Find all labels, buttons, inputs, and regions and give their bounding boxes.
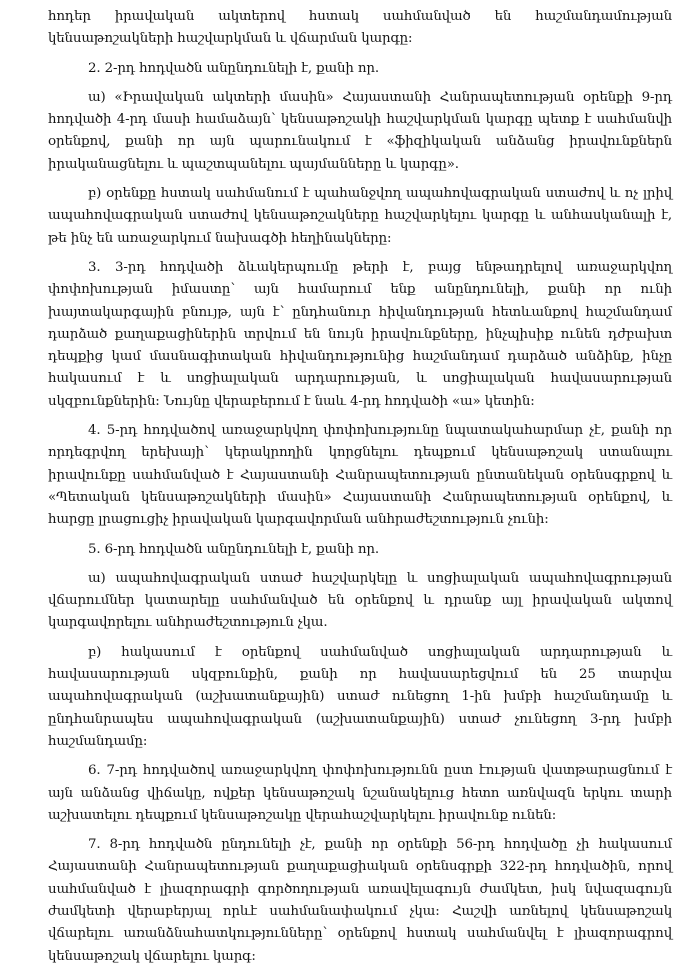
paragraph-item-6: 6. 7-րդ հոդվածով առաջարկվող փոփոխությունն ըստ էության վատթարացնում է այն անձանց վիճակը, ովքեր կենսաթոշակ նշանակելուց հետո առնվազն երկու տարի աշխատելու դեպքում կենսաթոշակը վերահաշվարկելու իրավունք ունեն: xyxy=(48,763,672,823)
paragraph-item-2a: ա) «Իրավական ակտերի մասին» Հայաստանի Հանրապետության օրենքի 9-րդ հոդվածի 4-րդ մասի համաձայն՝ կենսաթոշակի հաշվարկման կարգը պետք է սահմանվի օրենքով, քանի որ այն պարունակում է «ֆիզիկական անձանց իրավունքներն իրականացնելու և պաշտպանելու պայմանները և կարգը». xyxy=(48,89,672,172)
paragraph-item-5a: ա) ապահովագրական ստաժ հաշվարկելը և սոցիալական ապահովագրության վճարումներ կատարելը սահմանված են օրենքով և դրանք այլ իրավական ակտով կարգավորելու անհրաժեշտություն չկա. xyxy=(48,570,672,631)
paragraph-item-5b: բ) հակասում է օրենքով սահմանված սոցիալական արդարության և հավասարության սկզբունքին, քանի որ հավասարեցվում են 25 տարվա ապահովագրական (աշխատանքային) ստաժ ունեցող 1-ին խմբի հաշմանդամը և ընդհանրապես ապահովագրական (աշխատանքային) ստաժ չունեցող 3-րդ խմբի հաշմանդամը: xyxy=(48,644,672,749)
paragraph-item-4: 4. 5-րդ հոդվածով առաջարկվող փոփոխությունը նպատակահարմար չէ, քանի որ որդեգրվող երեխայի՝ կերակրողին կորցնելու դեպքում կենսաթոշակ ստանալու իրավունքը սահմանված է Հայաստանի Հանրապետության ընտանեկան օրենսգրքով և «Պետական կենսաթոշակների մասին» Հայաստանի Հանրապետության օրենքով, և հարցը լրացուցիչ իրավական կարգավորման անհրաժեշտություն չունի: xyxy=(48,423,672,528)
paragraph-continuation: հոդեր իրավական ակտերով հստակ սահմանված են հաշմանդամության կենսաթոշակների հաշվարկման և վճարման կարգը: xyxy=(48,9,672,47)
paragraph-item-3: 3. 3-րդ հոդվածի ձևակերպումը թերի է, բայց ենթադրելով առաջարկվող փոփոխության իմաստը՝ այն համարում ենք անընդունելի, քանի որ ունի խայտակարգային բնույթ, այն է՝ ընդհանուր հիվանդության հետևանքով հաշմանդամ դարձած քաղաքացիներին տրվում են նույն իրավունքները, ինչպիսիք ունեն դժբախտ դեպքից կամ մասնագիտական հիվանդությունից հաշմանդամ դարձած անձինք, ինչը հակասում է և սոցիալական արդարության, և սոցիալական հավասարության սկզբունքներին: Նույնը վերաբերում է նաև 4-րդ հոդվածի «ա» կետին: xyxy=(48,259,672,409)
paragraph-item-2b: բ) օրենքը հստակ սահմանում է պահանջվող ապահովագրական ստաժով և ոչ լրիվ ապահովագրական ստաժով կենսաթոշակները հաշվարկելու կարգը և անհասկանալի է, թե ինչ են առաջարկում նախագծի հեղինակները: xyxy=(48,186,672,246)
paragraph-item-2: 2. 2-րդ հոդվածն անընդունելի է, քանի որ. xyxy=(88,60,379,76)
paragraph-item-5: 5. 6-րդ հոդվածն անընդունելի է, քանի որ. xyxy=(88,541,379,557)
paragraph-item-7: 7. 8-րդ հոդվածն ընդունելի չէ, քանի որ օրենքի 56-րդ հոդվածը չի հակասում Հայաստանի Հանրապետության քաղաքացիական օրենսգրքի 322-րդ հոդվածին, որով սահմանված է լիազորագրի գործողության առավելագույն ժամկետ, իսկ նվազագույն ժամկետի վերաբերյալ որևէ սահմանափակում չկա: Հաշվի առնելով կենսաթոշակ վճարելու առանձնահատկությունները՝ օրենքով հստակ սահմանվել է լիազորագրով կենսաթոշակ վճարելու կարգ: xyxy=(48,837,672,964)
